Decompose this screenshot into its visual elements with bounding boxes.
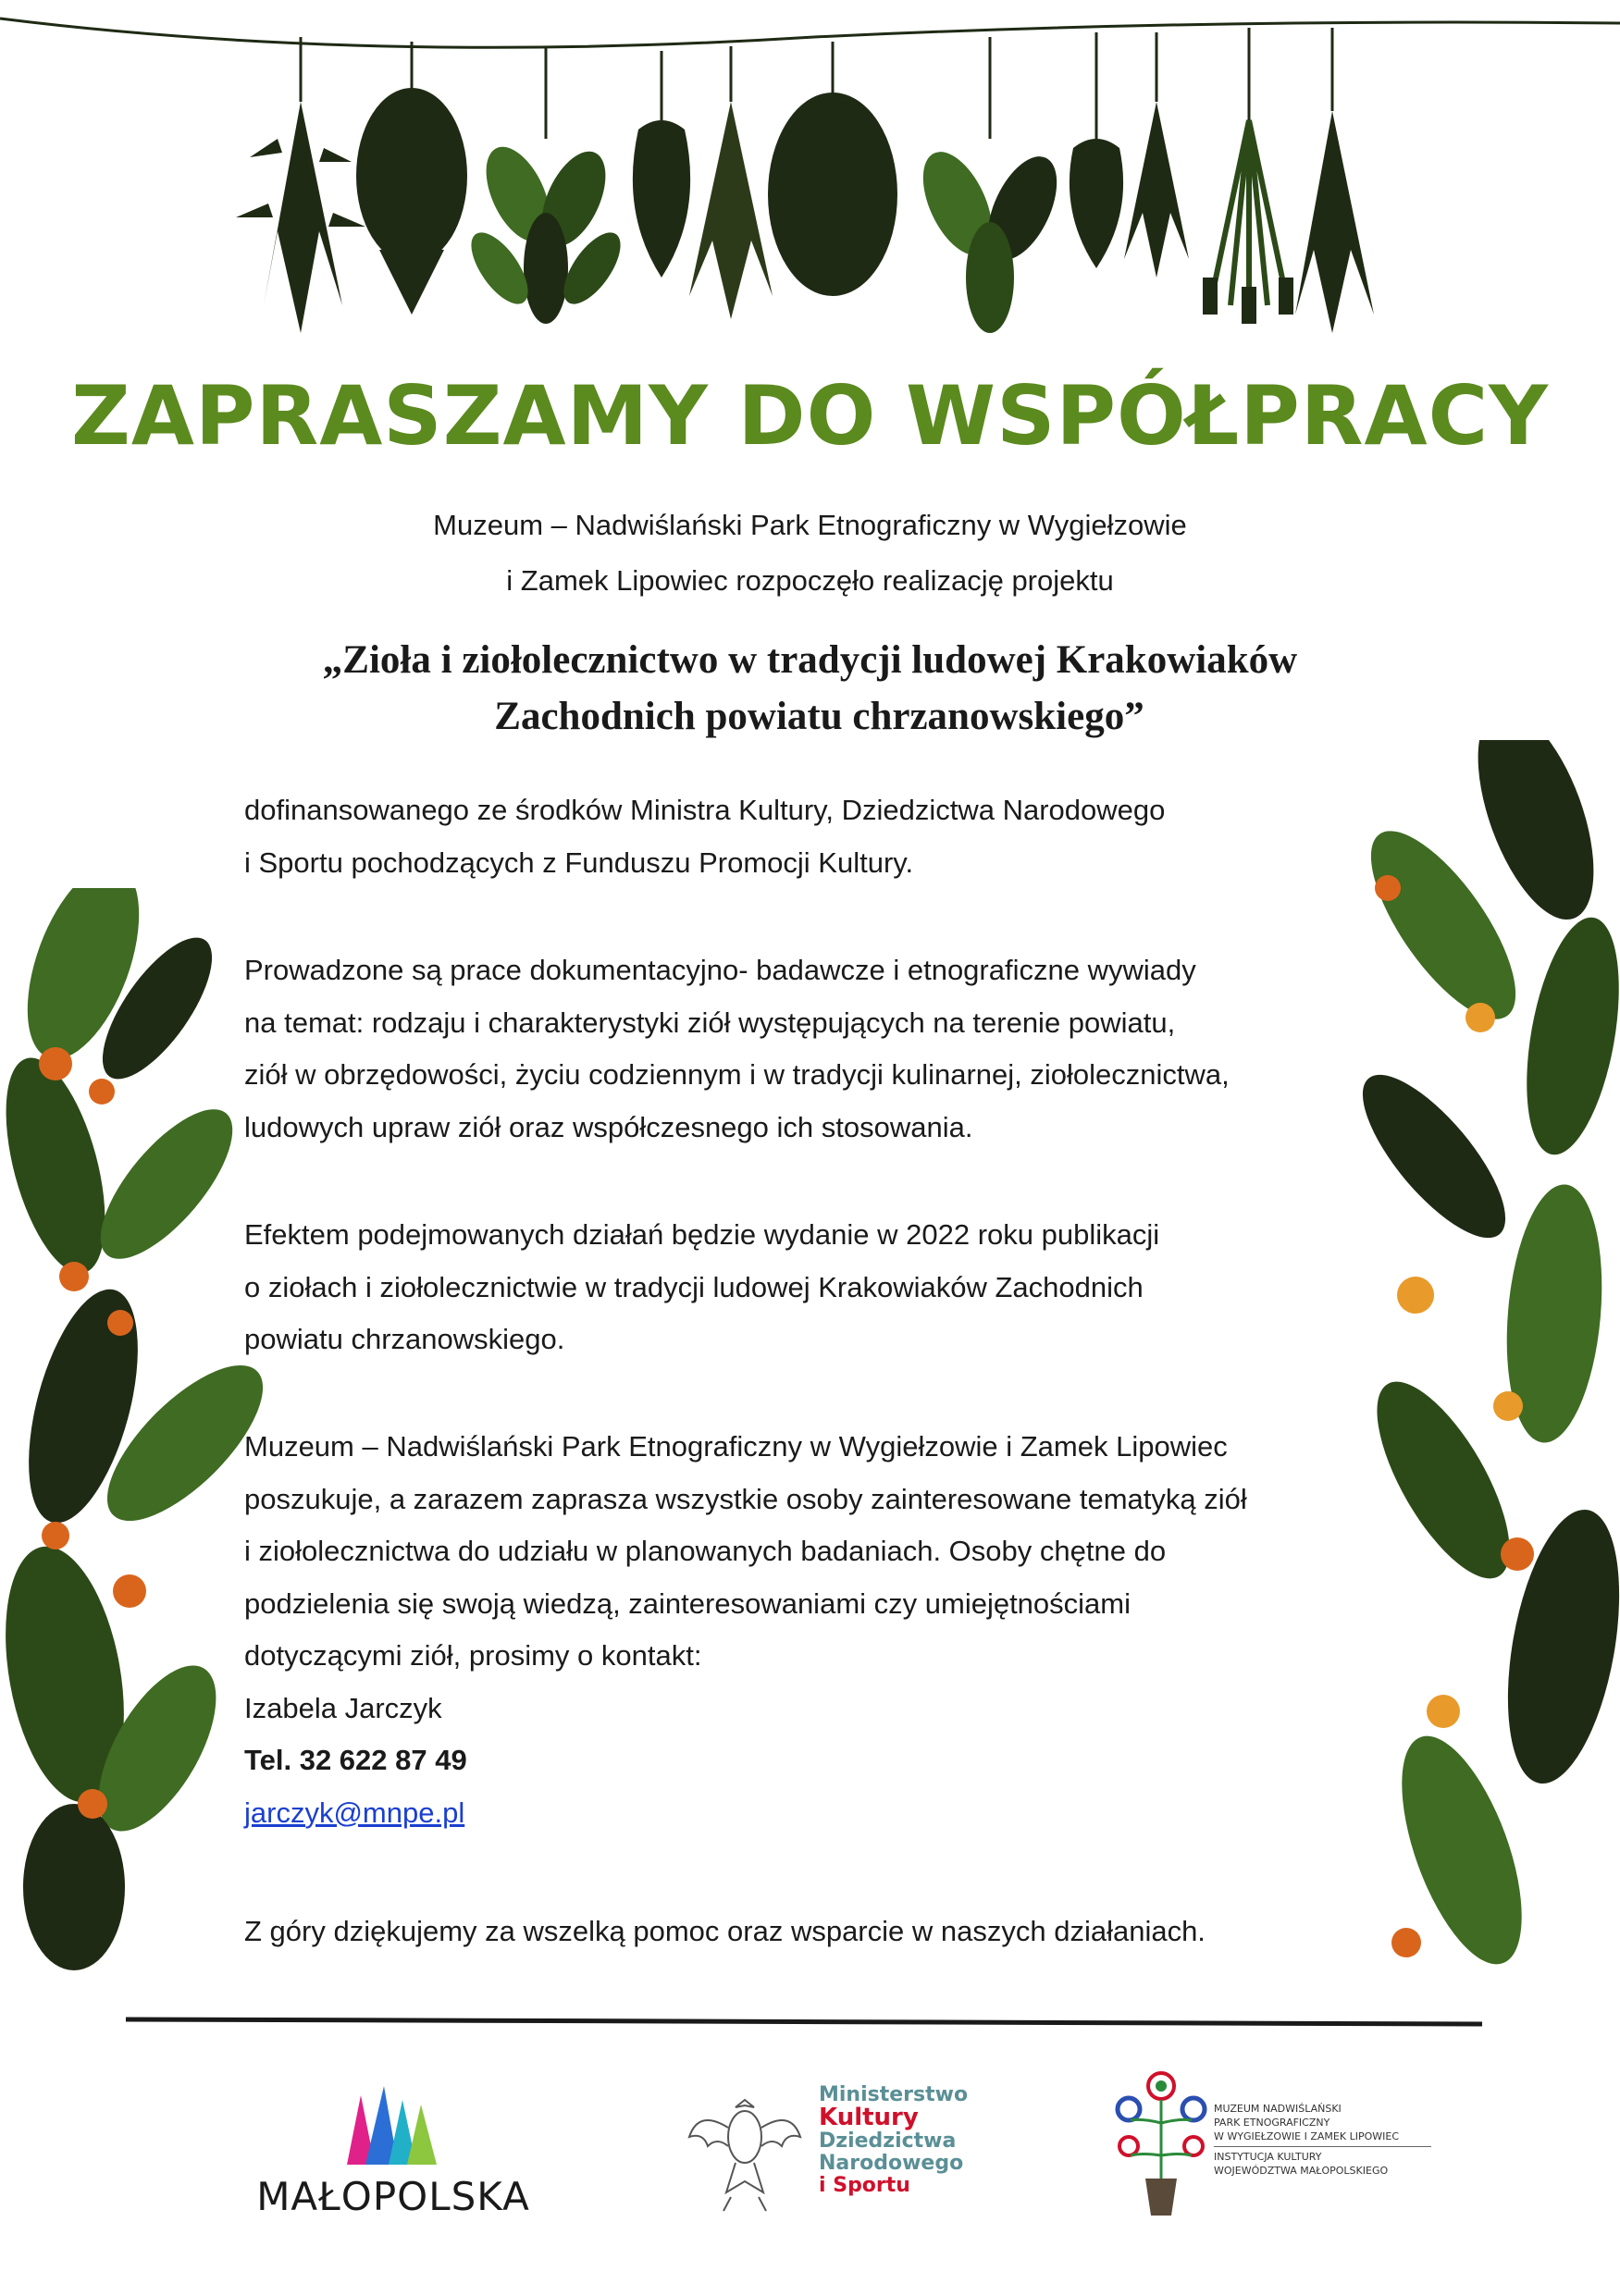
ministry-line-4: Narodowego [819,2152,964,2175]
research-line: ludowych upraw ziół oraz współczesnego ich stosowania. [244,1110,973,1143]
museum-line-3: W WYGIEŁZOWIE I ZAMEK LIPOWIEC [1214,2130,1399,2142]
ministry-line-1: Ministerstwo [819,2083,969,2106]
outcome-line: Efektem podejmowanych działań będzie wydanie w 2022 roku publikacji [244,1218,1160,1251]
research-paragraph [244,944,1373,1154]
museum-logo-divider [1214,2146,1431,2147]
funding-line: dofinansowanego ze środków Ministra Kultury, Dziedzictwa Narodowego [244,794,1166,826]
contact-name: Izabela Jarczyk [244,1691,442,1724]
museum-logo [1110,2068,1443,2225]
contact-phone: Tel. 32 622 87 49 [244,1744,467,1776]
museum-line-5: WOJEWÓDZTWA MAŁOPOLSKIEGO [1214,2165,1389,2177]
invitation-line: dotyczącymi ziół, prosimy o kontakt: [244,1639,702,1672]
research-line: na temat: rodzaju i charakterystyki ziół występujących na terenie powiatu, [244,1006,1176,1039]
funding-line: i Sportu pochodzących z Funduszu Promocji Kultury. [244,846,914,879]
ministry-line-2: Kultury [819,2104,919,2131]
invitation-paragraph [244,1421,1373,1839]
ministry-logo [680,2077,985,2225]
project-title-line-2: Zachodnich powiatu chrzanowskiego” [494,695,1144,738]
outcome-line: powiatu chrzanowskiego. [244,1323,565,1355]
project-title-line-1: „Zioła i ziołolecznictwo w tradycji ludowej Krakowiaków [322,638,1298,682]
right-plants-illustration [1332,740,1620,2035]
invitation-line: poszukuje, a zarazem zaprasza wszystkie osoby zainteresowane tematyką ziół [244,1482,1247,1515]
museum-line-1: MUZEUM NADWIŚLAŃSKI [1214,2103,1342,2115]
ministry-line-5-sport: Sportu [833,2174,910,2197]
ministry-line-3: Dziedzictwa [819,2129,957,2153]
page-title: ZAPRASZAMY DO WSPÓŁPRACY [71,368,1549,463]
invitation-line: podzielenia się swoją wiedzą, zainteresowaniami czy umiejętnościami [244,1586,1132,1620]
footer-divider [126,2017,1482,2026]
hanging-herbs-illustration [0,0,1620,352]
left-plants-illustration [0,888,278,1980]
funding-paragraph [244,784,1373,889]
museum-line-4: INSTYTUCJA KULTURY [1214,2151,1322,2163]
eagle-emblem-icon [680,2081,810,2220]
malopolska-label: MAŁOPOLSKA [256,2174,530,2219]
outcome-line: o ziołach i ziołolecznictwie w tradycji ludowej Krakowiaków Zachodnich [244,1270,1144,1303]
invitation-line: Muzeum – Nadwiślański Park Etnograficzny w Wygiełzowie i Zamek Lipowiec [244,1430,1228,1463]
outcome-paragraph [244,1209,1373,1366]
malopolska-logo [231,2077,555,2225]
contact-email-link[interactable]: jarczyk@mnpe.pl [244,1796,465,1829]
closing-line: Z góry dziękujemy za wszelką pomoc oraz wsparcie w naszych działaniach. [244,1915,1206,1947]
flower-pot-emblem-icon [1110,2068,1212,2225]
ministry-line-5 [819,2175,910,2197]
research-line: ziół w obrzędowości, życiu codziennym i w tradycji kulinarnej, ziołolecznictwa, [244,1058,1230,1091]
research-line: Prowadzone są prace dokumentacyjno- badawcze i etnograficzne wywiady [244,954,1196,986]
malopolska-m-icon [231,2077,555,2169]
invitation-line: i ziołolecznictwa do udziału w planowanych badaniach. Osoby chętne do [244,1535,1167,1567]
museum-line-2: PARK ETNOGRAFICZNY [1214,2117,1330,2129]
ministry-line-5-i: i [819,2174,826,2197]
intro-line-1: Muzeum – Nadwiślański Park Etnograficzny w Wygiełzowie [433,509,1187,541]
intro-line-2: i Zamek Lipowiec rozpoczęło realizację projektu [506,564,1114,597]
